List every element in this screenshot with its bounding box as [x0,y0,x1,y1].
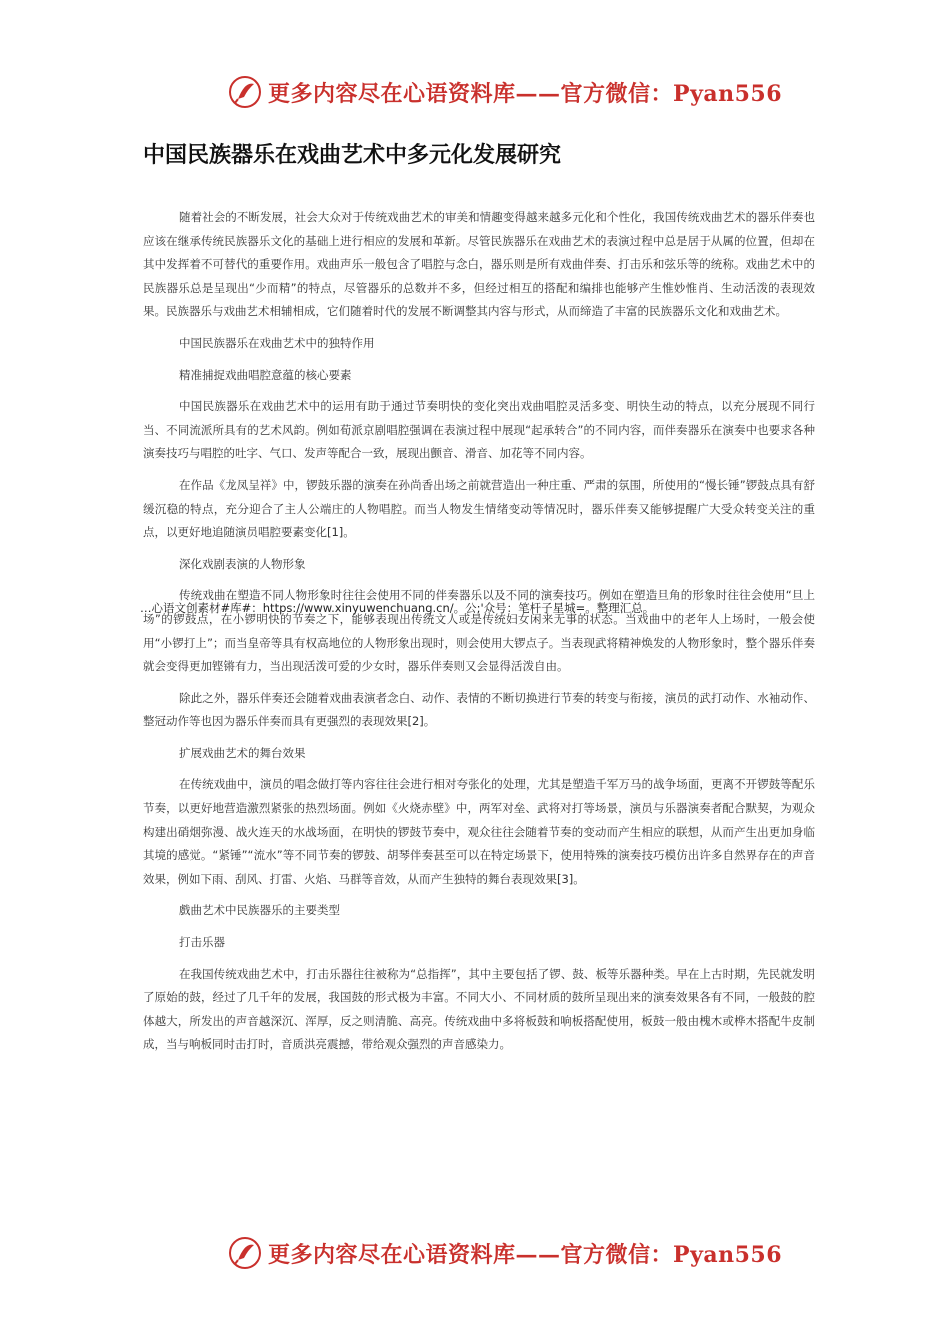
section-heading: 深化戏剧表演的人物形象 [179,556,306,571]
watermark-text: …心语文创素材#库#：https://www.xinyuwenchuang.cn/。公;'众号：笔杆子星城=。整理汇总。 [140,601,655,615]
banner-text [268,77,782,108]
banner-wechat-label: 官方微信： [560,1241,674,1268]
section-heading: 扩展戏曲艺术的舞台效果 [179,745,306,760]
footer-banner [228,1235,783,1271]
body-paragraph: 在传统戏曲中，演员的唱念做打等内容往往会进行相对夸张化的处理，尤其是塑造千军万马的战争场面，更离不开锣鼓等配乐节奏，以更好地营造激烈紧张的热烈场面。例如《火烧赤壁》中，两军对垒、武将对打等场景，演员与乐器演奏者配合默契，为观众构建出硝烟弥漫、战火连天的水战场面，在明快的锣鼓节奏中，观众往往会随着节奏的变动而产生相应的联想，从而产生出更加身临其境的感觉。“紧锤”“流水”等不同节奏的锣鼓、胡琴伴奏甚至可以在特定场景下，使用特殊的演奏技巧模仿出许多自然界存在的声音效果，例如下雨、刮风、打雷、火焰、马群等音效，从而产生独特的舞台表现效果[3]。 [143,777,815,886]
section-heading: 中国民族器乐在戏曲艺术中的独特作用 [179,335,375,350]
body-paragraph: 在我国传统戏曲艺术中，打击乐器往往被称为“总指挥”，其中主要包括了锣、鼓、板等乐器种类。早在上古时期，先民就发明了原始的鼓，经过了几千年的发展，我国鼓的形式极为丰富。不同大小、不同材质的鼓所呈现出来的演奏效果各有不同，一般鼓的腔体越大，所发出的声音越深沉、浑厚，反之则清脆、高亮。传统戏曲中多将板鼓和响板搭配使用，板鼓一般由槐木或桦木搭配牛皮制成，当与响板同时击打时，音质洪亮震撼，带给观众强烈的声音感染力。 [143,966,815,1052]
body-paragraph: 随着社会的不断发展，社会大众对于传统戏曲艺术的审美和情趣变得越来越多元化和个性化，我国传统戏曲艺术的器乐伴奏也应该在继承传统民族器乐文化的基础上进行相应的发展和革新。尽管民族器乐在戏曲艺术的表演过程中总是居于从属的位置，但却在其中发挥着不可替代的重要作用。戏曲声乐一般包含了唱腔与念白，器乐则是所有戏曲伴奏、打击乐和弦乐等的统称。戏曲艺术中的民族器乐总是呈现出“少而精”的特点，尽管器乐的总数并不多，但经过相互的搭配和编排也能够产生惟妙惟肖、生动活泼的表现效果。民族器乐与戏曲艺术相辅相成，它们随着时代的发展不断调整其内容与形式，从而缔造了丰富的民族器乐文化和戏曲艺术。 [143,210,815,319]
quill-heart-logo [228,75,262,109]
body-paragraph: 传统戏曲在塑造不同人物形象时往往会使用不同的伴奏器乐以及不同的演奏技巧。例如在塑造旦角的形象时往往会使用“旦上场”的锣鼓点，在小锣明快的节奏之下，能够表现出传统文人或是传统妇女闲来无事的状态。当戏曲中的老年人上场时，一般会使用“小锣打上”；而当皇帝等具有权高地位的人物形象出现时，则会使用大锣点子。当表现武将精神焕发的人物形象时，整个器乐伴奏就会变得更加铿锵有力，当出现活泼可爱的少女时，器乐伴奏则又会显得活泼自由。 [143,588,815,674]
banner-main-text: 更多内容尽在心语资料库 [268,80,516,107]
banner-main-text: 更多内容尽在心语资料库 [268,1241,516,1268]
document-title: 中国民族器乐在戏曲艺术中多元化发展研究 [143,143,562,168]
body-paragraph: 在作品《龙凤呈祥》中，锣鼓乐器的演奏在孙尚香出场之前就营造出一种庄重、严肃的氛围，所使用的“慢长锤”锣鼓点具有舒缓沉稳的特点，充分迎合了主人公端庄的人物唱腔。而当人物发生情绪变动等情况时，器乐伴奏又能够提醒广大受众转变关注的重点，以更好地追随演员唱腔要素变化[1]。 [143,477,815,540]
body-paragraph: 中国民族器乐在戏曲艺术中的运用有助于通过节奏明快的变化突出戏曲唱腔灵活多变、明快生动的特点，以充分展现不同行当、不同流派所具有的艺术风韵。例如荀派京剧唱腔强调在表演过程中展现“起承转合”的不同内容，而伴奏器乐在演奏中也要求各种演奏技巧与唱腔的吐字、气口、发声等配合一致，展现出颤音、滑音、加花等不同内容。 [143,399,815,461]
banner-text [268,1238,782,1269]
document-body [143,206,815,1065]
body-paragraph: 除此之外，器乐伴奏还会随着戏曲表演者念白、动作、表情的不断切换进行节奏的转变与衔接，演员的武打动作、水袖动作、整冠动作等也因为器乐伴奏而具有更强烈的表现效果[2]。 [143,690,815,729]
section-heading: 戲曲艺术中民族器乐的主要类型 [179,903,340,918]
quill-heart-logo [228,1236,262,1270]
banner-dash: —— [515,80,561,107]
banner-wechat-id: Pyan556 [673,80,783,107]
header-banner [228,74,783,110]
section-heading: 打击乐器 [179,935,225,950]
banner-wechat-id: Pyan556 [673,1241,783,1268]
section-heading: 精准捕捉戏曲唱腔意蕴的核心要素 [179,367,352,382]
banner-wechat-label: 官方微信： [560,80,674,107]
banner-dash: —— [515,1241,561,1268]
